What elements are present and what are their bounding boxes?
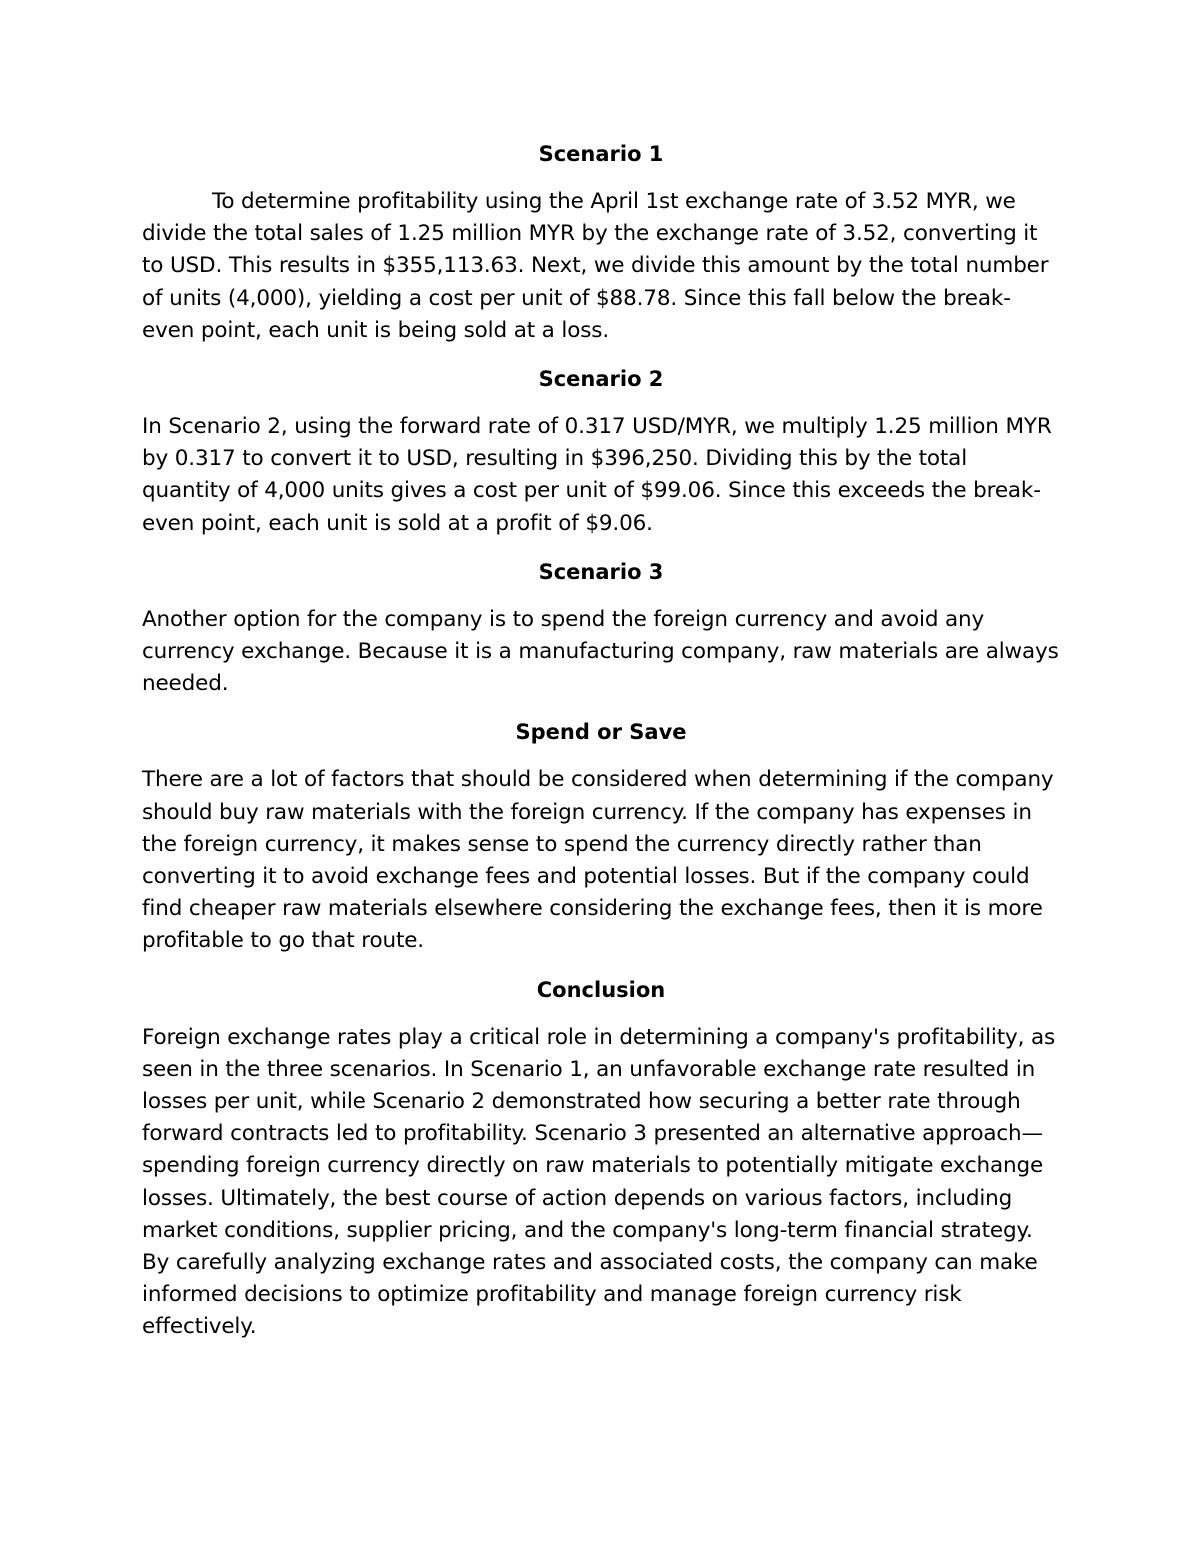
heading-conclusion: Conclusion bbox=[536, 977, 666, 1002]
heading-scenario-1: Scenario 1 bbox=[538, 142, 664, 166]
heading-scenario-3: Scenario 3 bbox=[538, 559, 664, 584]
paragraph-scenario-3: Another option for the company is to spend the foreign currency and avoid any currency exchange. Because it is a manufacturing company, raw materials are always needed. bbox=[142, 606, 1059, 697]
heading-spend-or-save: Spend or Save bbox=[515, 720, 687, 745]
heading-scenario-2: Scenario 2 bbox=[538, 367, 664, 392]
paragraph-conclusion: Foreign exchange rates play a critical role in determining a company's profitability, as seen in the three scenarios. In Scenario 1, an unfavorable exchange rate resulted in losses per unit, while Scenario 2 demonstrated how securing a better rate through forward contracts led to profitability. Scenario 3 presented an alternative approach—spending foreign currency directly on raw materials to potentially mitigate exchange losses. Ultimately, the best course of action depends on various factors, including market conditions, supplier pricing, and the company's long-term financial strategy. By carefully analyzing exchange rates and associated costs, the company can make informed decisions to optimize profitability and manage foreign currency risk effectively. bbox=[142, 1024, 1056, 1340]
document-body bbox=[142, 138, 1060, 1360]
paragraph-spend-or-save: There are a lot of factors that should be considered when determining if the company should buy raw materials with the foreign currency. If the company has expenses in the foreign currency, it makes sense to spend the currency directly rather than converting it to avoid exchange fees and potential losses. But if the company could find cheaper raw materials elsewhere considering the exchange fees, then it is more profitable to go that route. bbox=[142, 767, 1054, 954]
paragraph-scenario-2: In Scenario 2, using the forward rate of 0.317 USD/MYR, we multiply 1.25 million MYR by 0.317 to convert it to USD, resulting in $396,250. Dividing this by the total quantity of 4,000 units gives a cost per unit of $99.06. Since this exceeds the break-even point, each unit is sold at a profit of $9.06. bbox=[142, 414, 1052, 536]
paragraph-scenario-1: To determine profitability using the April 1st exchange rate of 3.52 MYR, we divide the total sales of 1.25 million MYR by the exchange rate of 3.52, converting it to USD. This results in $355,113.63. Next, we divide this amount by the total number of units (4,000), yielding a cost per unit of $88.78. Since this fall below the break-even point, each unit is being sold at a loss. bbox=[142, 189, 1049, 343]
